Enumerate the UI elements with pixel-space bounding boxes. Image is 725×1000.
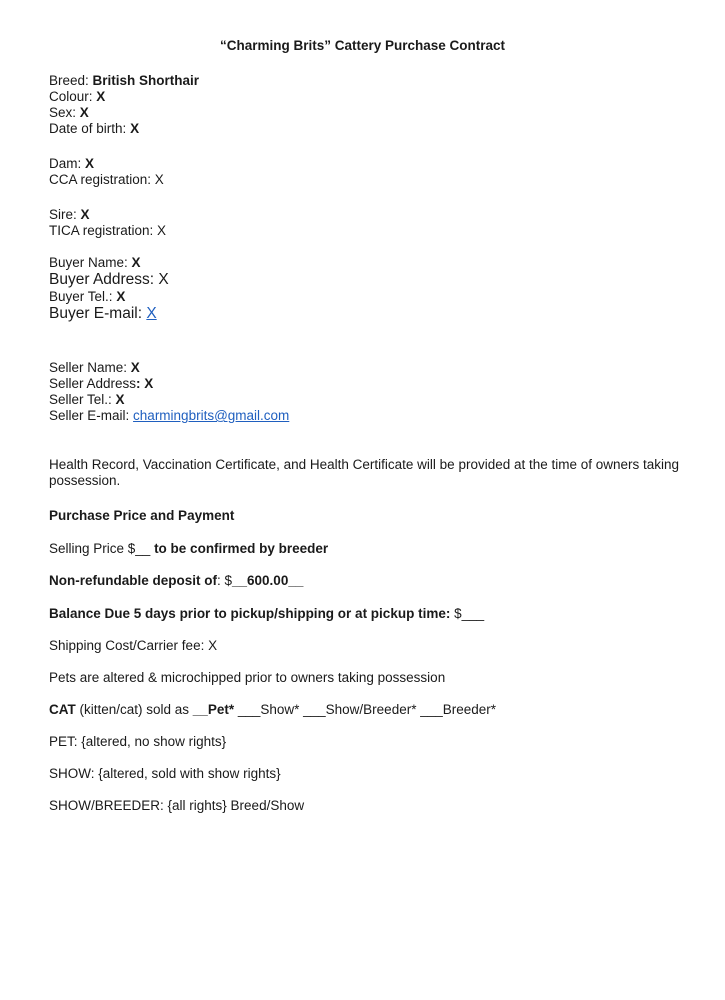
- sire-label: Sire:: [49, 207, 77, 222]
- kitten-info: [49, 73, 199, 137]
- buyer-tel-value: X: [116, 289, 126, 304]
- sex-label: Sex:: [49, 105, 77, 120]
- buyer-address: Buyer Address: X: [49, 271, 169, 288]
- buyer-email-line: [49, 305, 169, 323]
- sire-line: [49, 207, 166, 223]
- seller-address-line: [49, 376, 289, 392]
- shipping-line: Shipping Cost/Carrier fee: X: [49, 638, 218, 653]
- cat-label: CAT: [49, 702, 76, 717]
- sire-value: X: [80, 207, 90, 222]
- seller-email-line: [49, 408, 289, 424]
- dob-line: [49, 121, 199, 137]
- health-paragraph: Health Record, Vaccination Certificate, and Health Certificate will be provided at the time of owners taking possession.: [49, 457, 680, 488]
- selling-price-line: [49, 541, 328, 557]
- show-definition: SHOW: {altered, sold with show rights}: [49, 766, 281, 781]
- page-title: “Charming Brits” Cattery Purchase Contract: [219, 38, 506, 53]
- seller-tel-label: Seller Tel.:: [49, 392, 112, 407]
- seller-tel-line: [49, 392, 289, 408]
- buyer-name-label: Buyer Name:: [49, 255, 128, 270]
- dam-line: [49, 156, 164, 172]
- seller-name-line: [49, 360, 289, 376]
- selling-price-value: to be confirmed by breeder: [154, 541, 329, 556]
- seller-tel-value: X: [115, 392, 125, 407]
- dam-registration: CCA registration: X: [49, 172, 164, 187]
- seller-address-label: Seller Address: [49, 376, 137, 391]
- buyer-name-line: [49, 255, 169, 271]
- colour-value: X: [96, 89, 106, 104]
- seller-address-value: : X: [136, 376, 154, 391]
- dam-label: Dam:: [49, 156, 82, 171]
- balance-line: [49, 606, 484, 622]
- dam-value: X: [85, 156, 95, 171]
- sex-value: X: [79, 105, 89, 120]
- cat-other-options: ___Show* ___Show/Breeder* ___Breeder*: [234, 702, 497, 717]
- dam-info: [49, 156, 164, 188]
- purchase-heading: Purchase Price and Payment: [49, 508, 235, 523]
- pet-definition: PET: {altered, no show rights}: [49, 734, 227, 749]
- breed-label: Breed:: [49, 73, 89, 88]
- cat-pet-option: __Pet*: [192, 702, 235, 717]
- buyer-tel-label: Buyer Tel.:: [49, 289, 113, 304]
- show-breeder-definition: SHOW/BREEDER: {all rights} Breed/Show: [49, 798, 305, 813]
- cat-sold-as: (kitten/cat) sold as: [75, 702, 193, 717]
- buyer-tel-line: [49, 289, 169, 305]
- colour-line: [49, 89, 199, 105]
- sex-line: [49, 105, 199, 121]
- breed-line: [49, 73, 199, 89]
- deposit-line: [49, 573, 303, 589]
- cat-sold-as-line: [49, 702, 496, 718]
- deposit-mid: : $: [217, 573, 233, 588]
- buyer-info: [49, 255, 169, 323]
- balance-value: $___: [450, 606, 485, 621]
- seller-email-link[interactable]: charmingbrits@gmail.com: [133, 408, 290, 423]
- buyer-name-value: X: [131, 255, 141, 270]
- deposit-label: Non-refundable deposit of: [49, 573, 217, 588]
- seller-info: [49, 360, 289, 424]
- buyer-email-link[interactable]: X: [146, 305, 157, 322]
- breed-value: British Shorthair: [92, 73, 200, 88]
- selling-price-label: Selling Price $__: [49, 541, 155, 556]
- balance-label: Balance Due 5 days prior to pickup/shipping or at pickup time:: [49, 606, 451, 621]
- dob-label: Date of birth:: [49, 121, 127, 136]
- buyer-email-label: Buyer E-mail:: [49, 305, 143, 322]
- sire-info: [49, 207, 166, 239]
- deposit-value: __600.00__: [232, 573, 304, 588]
- sire-registration: TICA registration: X: [49, 223, 167, 238]
- colour-label: Colour:: [49, 89, 93, 104]
- seller-name-label: Seller Name:: [49, 360, 128, 375]
- seller-name-value: X: [130, 360, 140, 375]
- dob-value: X: [130, 121, 140, 136]
- altered-note: Pets are altered & microchipped prior to owners taking possession: [49, 670, 446, 685]
- seller-email-label: Seller E-mail:: [49, 408, 130, 423]
